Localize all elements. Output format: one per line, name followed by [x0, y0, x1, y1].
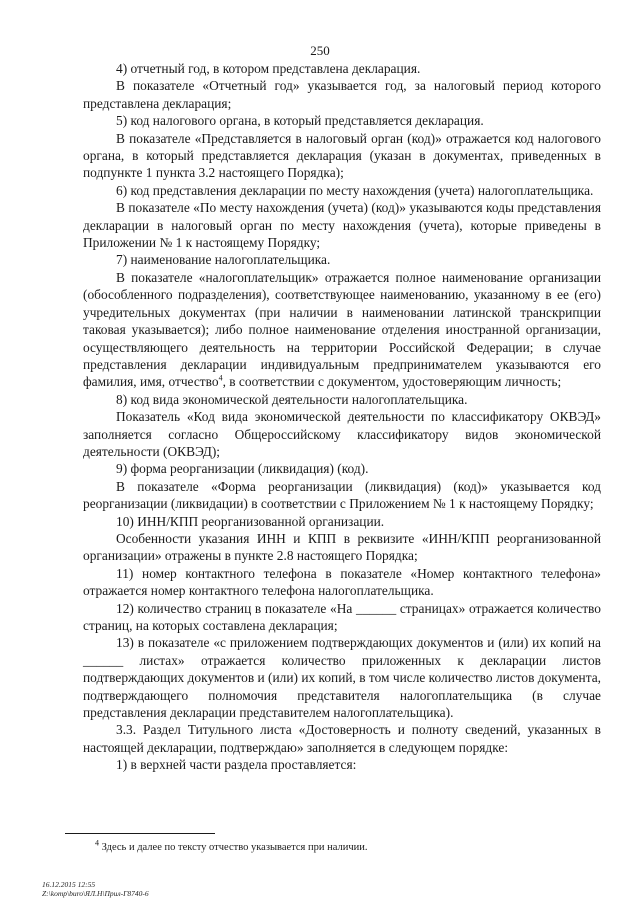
paragraph: 9) форма реорганизации (ликвидация) (код). — [116, 461, 369, 477]
paragraph: 7) наименование налогоплательщика. — [116, 252, 331, 268]
file-stamp-path: Z:\komp\buro\ЯЛ.Н\Прил-Г8740-6 — [42, 889, 149, 898]
paragraph: 12) количество страниц в показателе «На ______ страницах» отражается количество страниц, на которых составлена декларация; — [83, 600, 601, 633]
paragraph: В показателе «По месту нахождения (учета) (код)» указываются коды представления декларации в налоговый орган по месту нахождения (учета), которые приведены в Приложении № 1 к настоящему Порядку; — [83, 200, 601, 251]
page-number: 250 — [310, 43, 330, 58]
paragraph: В показателе «Форма реорганизации (ликвидация) (код)» указывается код реорганизации (ликвидации) в соответствии с Приложением № 1 к настоящему Порядку; — [83, 478, 601, 512]
paragraph: 11) номер контактного телефона в показателе «Номер контактного телефона» отражается номер контактного телефона налогоплательщика. — [83, 565, 601, 599]
paragraph: 6) код представления декларации по месту нахождения (учета) налогоплательщика. — [116, 182, 594, 198]
document-body — [83, 60, 601, 774]
paragraph: Особенности указания ИНН и КПП в реквизите «ИНН/КПП реорганизованной организации» отражены в пункте 2.8 настоящего Порядка; — [83, 530, 601, 564]
paragraph: 4) отчетный год, в котором представлена декларация. — [116, 61, 421, 76]
paragraph: В показателе «Отчетный год» указывается год, за налоговый период которого представлена декларация; — [83, 78, 601, 111]
paragraph-text: В показателе «налогоплательщик» отражается полное наименование организации (обособленного подразделения), соответствующее наименованию, указанному в ее (его) учредительных документах (при наличии в наименовании латинской транскрипции таковая указывается); либо полное наименование отделения иностранной организации, осуществляющего деятельность на территории Российской Федерации; в случае представления декларации индивидуальным предпринимателем указываются его фамилия, имя, отчество — [83, 269, 601, 390]
footnote-reference: 4 — [218, 373, 223, 383]
paragraph: 5) код налогового органа, в который представляется декларация. — [116, 113, 484, 129]
paragraph: 3.3. Раздел Титульного листа «Достоверность и полноту сведений, указанных в настоящей декларации, подтверждаю» заполняется в следующем порядке: — [83, 722, 601, 755]
footnote-separator — [65, 833, 215, 834]
paragraph: В показателе «Представляется в налоговый орган (код)» отражается код налогового органа, в который представляется декларация (указан в документах, приведенных в подпункте 1 пункта 3.2 настоящего Порядка); — [83, 130, 601, 181]
file-stamp-date: 16.12.2015 12:55 — [42, 880, 96, 889]
footnote-text: Здесь и далее по тексту отчество указывается при наличии. — [101, 842, 368, 853]
paragraph: 13) в показателе «с приложением подтверждающих документов и (или) их копий на ______ листах» отражается количество приложенных к декларации листов подтверждающих документов и (или) их копий, в том числе количество листов документа, подтверждающего полномочия представителя налогоплательщика (в случае представления декларации представителем налогоплательщика). — [83, 635, 602, 721]
footnote — [95, 838, 368, 854]
paragraph: 10) ИНН/КПП реорганизованной организации. — [116, 513, 385, 529]
paragraph-with-footnote — [83, 269, 601, 391]
footnote-number: 4 — [95, 838, 99, 848]
paragraph: 1) в верхней части раздела проставляется: — [116, 757, 357, 773]
paragraph: Показатель «Код вида экономической деятельности по классификатору ОКВЭД» заполняется согласно Общероссийскому классификатору видов экономической деятельности (ОКВЭД); — [83, 409, 601, 459]
paragraph: 8) код вида экономической деятельности налогоплательщика. — [116, 391, 468, 407]
paragraph-text-tail: , в соответствии с документом, удостоверяющим личность; — [222, 374, 562, 390]
